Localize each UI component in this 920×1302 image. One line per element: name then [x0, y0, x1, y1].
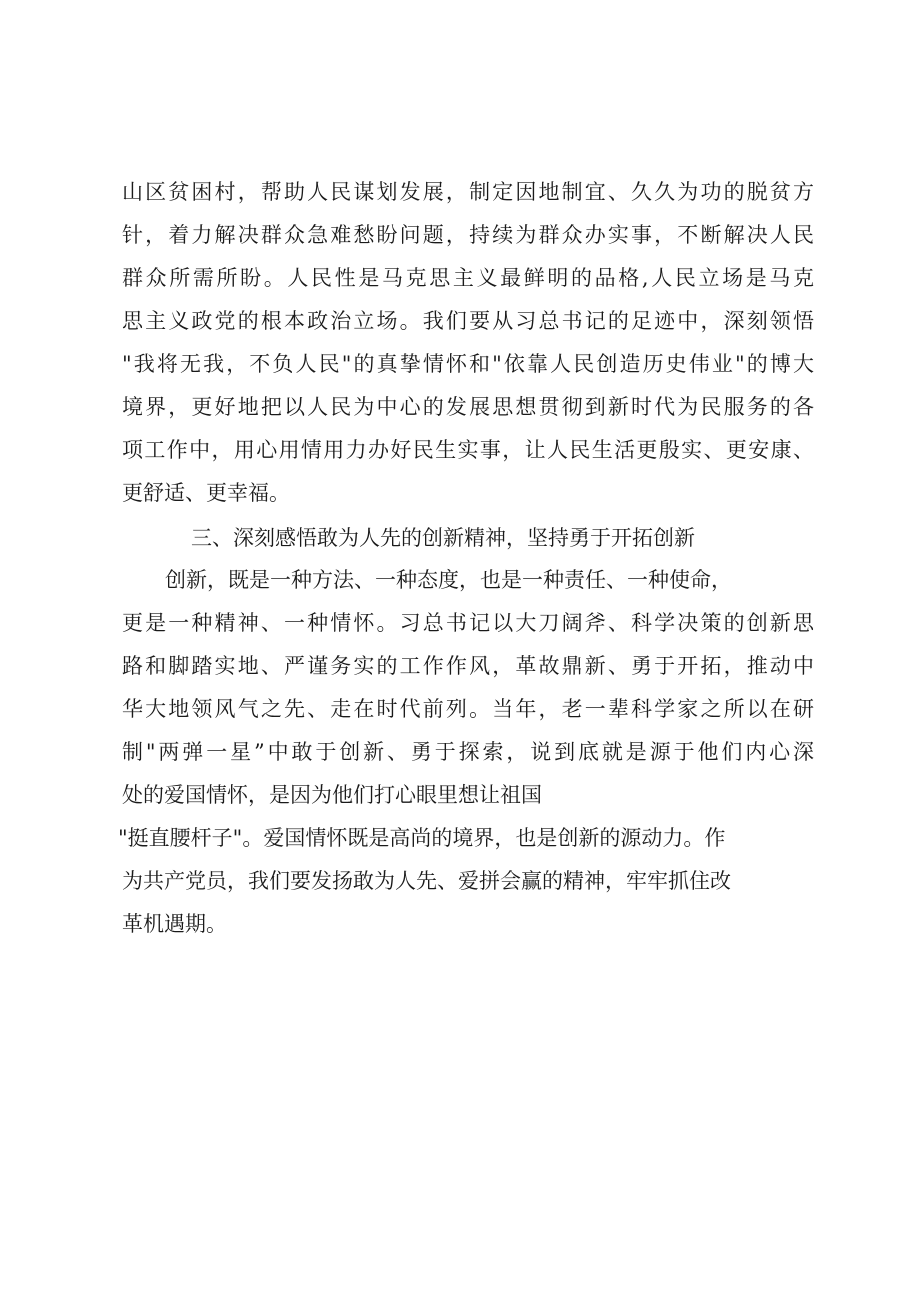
paragraph-line: 创新，既是一种方法、一种态度，也是一种责任、一种使命， [165, 568, 732, 592]
paragraph-line: 更舒适、更幸福。 [122, 481, 290, 505]
paragraph-line: 山区贫困村，帮助人民谋划发展，制定因地制宜、久久为功的脱贫方 [122, 180, 814, 204]
paragraph-line: 制"两弹一星”中敢于创新、勇于探索，说到底就是源于他们内心深 [122, 740, 814, 764]
paragraph-line: 华大地领风气之先、走在时代前列。当年，老一辈科学家之所以在研 [122, 697, 814, 721]
paragraph-line: 境界，更好地把以人民为中心的发展思想贯彻到新时代为民服务的各 [122, 395, 814, 419]
paragraph-line: 革机遇期。 [122, 912, 227, 936]
paragraph-line: 针，着力解决群众急难愁盼问题，持续为群众办实事，不断解决人民 [122, 223, 814, 247]
paragraph-line: 处的爱国情怀，是因为他们打心眼里想让祖国 [122, 783, 542, 807]
paragraph-line: 为共产党员，我们要发扬敢为人先、爱拼会赢的精神，牢牢抓住改 [122, 869, 731, 893]
paragraph-line: 项工作中，用心用情用力办好民生实事，让人民生活更殷实、更安康、 [122, 438, 814, 462]
paragraph-line: "我将无我，不负人民"的真挚情怀和"依靠人民创造历史伟业"的博大 [122, 352, 814, 376]
paragraph-line: "挺直腰杆子"。爱国情怀既是高尚的境界，也是创新的源动力。作 [118, 826, 726, 850]
paragraph-line: 路和脚踏实地、严谨务实的工作作风，革故鼎新、勇于开拓，推动中 [122, 654, 814, 678]
paragraph-line: 群众所需所盼。人民性是马克思主义最鲜明的品格,人民立场是马克 [122, 266, 814, 290]
paragraph-line: 更是一种精神、一种情怀。习总书记以大刀阔斧、科学决策的创新思 [122, 611, 814, 635]
paragraph-line: 思主义政党的根本政治立场。我们要从习总书记的足迹中，深刻领悟 [122, 309, 814, 333]
section-heading: 三、深刻感悟敢为人先的创新精神，坚持勇于开拓创新 [191, 526, 695, 550]
